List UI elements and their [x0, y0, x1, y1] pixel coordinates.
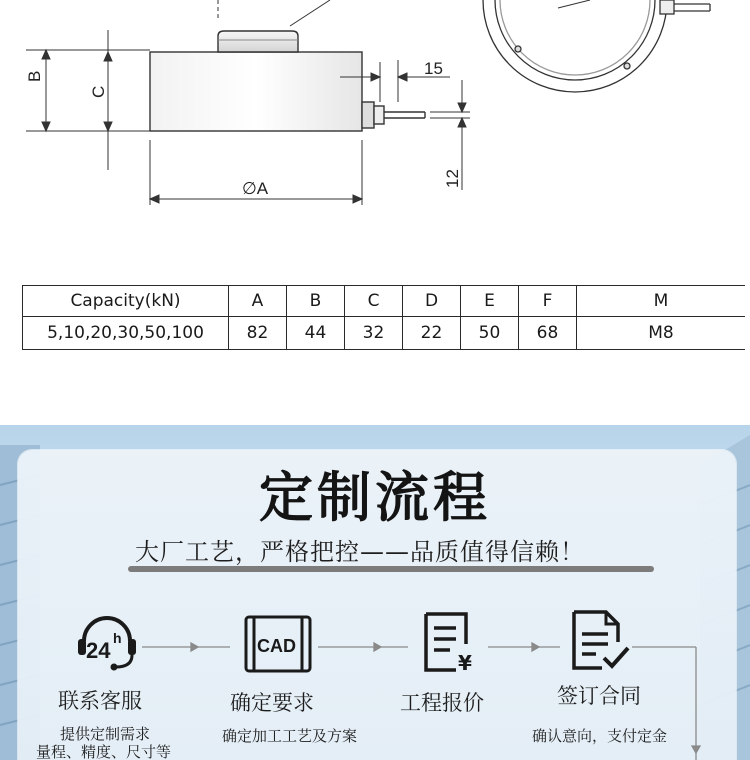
- spec-table: [22, 285, 745, 350]
- cell-b: 44: [287, 317, 345, 350]
- step-desc-contact-2: 量程、精度、尺寸等: [36, 743, 172, 760]
- cell-f: 68: [519, 317, 577, 350]
- header-m: M: [577, 286, 746, 317]
- process-slogan: 大厂工艺，严格把控——品质值得信赖！: [135, 538, 585, 566]
- header-a: A: [229, 286, 287, 317]
- svg-text:¥: ¥: [458, 651, 472, 675]
- dim-label-b: B: [25, 70, 44, 82]
- cell-capacity: 5,10,20,30,50,100: [23, 317, 229, 350]
- header-capacity: Capacity(kN): [23, 286, 229, 317]
- svg-text:h: h: [113, 630, 122, 646]
- custom-process-banner: [0, 425, 750, 760]
- quote-document-icon: [420, 610, 482, 676]
- dim-label-15: 15: [424, 59, 443, 78]
- cell-a: 82: [229, 317, 287, 350]
- spec-table-header-row: [23, 286, 746, 317]
- header-e: E: [461, 286, 519, 317]
- svg-text:CAD: CAD: [257, 636, 296, 656]
- cell-m: M8: [577, 317, 746, 350]
- header-b: B: [287, 286, 345, 317]
- load-cell-top-view: [483, 0, 710, 92]
- header-f: F: [519, 286, 577, 317]
- cad-drawing-icon: [242, 613, 314, 675]
- header-d: D: [403, 286, 461, 317]
- cell-e: 50: [461, 317, 519, 350]
- step-title-contact: 联系客服: [58, 689, 142, 713]
- step-desc-requirements: 确定加工工艺及方案: [222, 727, 358, 745]
- dim-label-c: C: [89, 85, 108, 98]
- step-desc-contract: 确认意向，支付定金: [532, 727, 668, 745]
- step-title-quote: 工程报价: [400, 691, 484, 715]
- header-c: C: [345, 286, 403, 317]
- step-desc-contact-1: 提供定制需求: [60, 725, 151, 743]
- signed-contract-icon: [568, 608, 634, 674]
- step-title-contract: 签订合同: [557, 684, 641, 708]
- step-title-requirements: 确定要求: [230, 691, 314, 715]
- headset-24h-icon: [72, 613, 142, 673]
- cell-d: 22: [403, 317, 461, 350]
- technical-drawing: [0, 0, 750, 230]
- dim-label-phi-a: ∅A: [242, 179, 269, 198]
- dim-label-12: 12: [443, 169, 462, 188]
- table-row: [23, 317, 746, 350]
- load-cell-side-view: [150, 0, 425, 131]
- cell-c: 32: [345, 317, 403, 350]
- process-title: 定制流程: [259, 466, 491, 529]
- svg-text:24: 24: [86, 638, 111, 663]
